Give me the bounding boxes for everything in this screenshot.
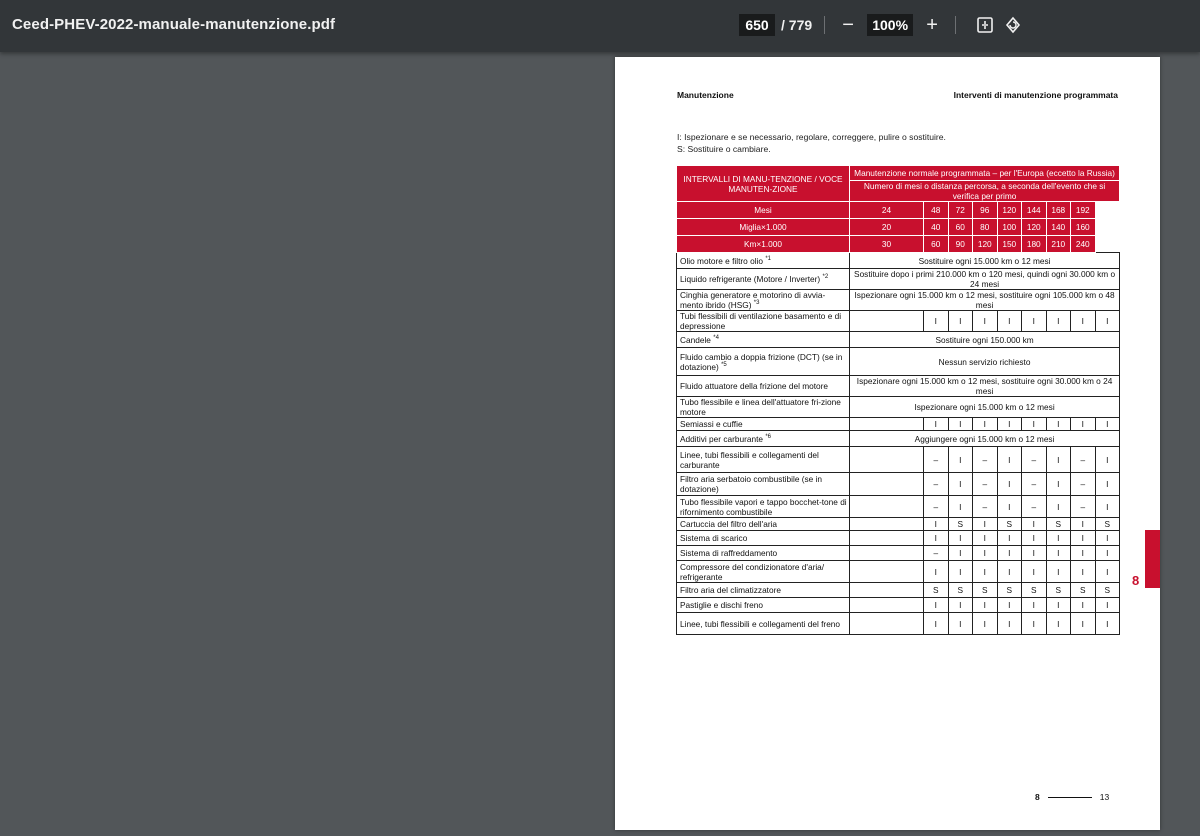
schedule-cell: I bbox=[1095, 311, 1120, 332]
schedule-cell: – bbox=[1071, 473, 1096, 496]
schedule-cell: I bbox=[1095, 473, 1120, 496]
item-label: Tubi flessibili di ventilazione basamento e di depressione bbox=[680, 311, 842, 331]
schedule-cell: S bbox=[924, 583, 949, 598]
schedule-cell: I bbox=[1046, 447, 1071, 473]
schedule-cell: S bbox=[1095, 518, 1120, 531]
schedule-cell: I bbox=[1071, 598, 1096, 613]
interval-label: Km×1.000 bbox=[677, 236, 850, 253]
schedule-cell: S bbox=[1022, 583, 1047, 598]
schedule-cell: I bbox=[1095, 447, 1120, 473]
schedule-cell: I bbox=[924, 518, 949, 531]
schedule-cell: I bbox=[973, 518, 998, 531]
table-row bbox=[677, 418, 1120, 431]
page-controls bbox=[739, 14, 1024, 36]
table-head-sub: Numero di mesi o distanza percorsa, a seconda dell'evento che si verifica per primo bbox=[850, 181, 1120, 202]
schedule-cell: I bbox=[1071, 561, 1096, 583]
interval-value: 144 bbox=[1022, 202, 1047, 219]
page-header-right: Interventi di manutenzione programmata bbox=[953, 90, 1118, 100]
schedule-cell: S bbox=[1071, 583, 1096, 598]
table-row bbox=[677, 598, 1120, 613]
footer-page: 13 bbox=[1099, 792, 1110, 802]
table-row bbox=[677, 496, 1120, 518]
schedule-span-text: Sostituire dopo i primi 210.000 km o 120 mesi, quindi ogni 30.000 km o 24 mesi bbox=[850, 269, 1120, 290]
table-row bbox=[677, 332, 1120, 348]
maintenance-item bbox=[677, 496, 850, 518]
item-footnote: *1 bbox=[765, 255, 771, 262]
schedule-cell: I bbox=[948, 496, 973, 518]
schedule-cell: – bbox=[1022, 447, 1047, 473]
schedule-cell: I bbox=[997, 311, 1022, 332]
footer-rule bbox=[1048, 797, 1092, 798]
chapter-tab-marker bbox=[1145, 530, 1160, 588]
toolbar-divider bbox=[824, 16, 825, 34]
schedule-span-text: Ispezionare ogni 15.000 km o 12 mesi bbox=[850, 397, 1120, 418]
schedule-cell: I bbox=[1022, 546, 1047, 561]
schedule-cell: I bbox=[997, 561, 1022, 583]
maintenance-item bbox=[677, 447, 850, 473]
interval-value: 100 bbox=[997, 219, 1022, 236]
schedule-cell: I bbox=[973, 311, 998, 332]
footer-chapter: 8 bbox=[1035, 792, 1040, 802]
item-label: Linee, tubi flessibili e collegamenti del freno bbox=[680, 618, 841, 629]
interval-value: 192 bbox=[1071, 202, 1096, 219]
schedule-cell: S bbox=[1046, 583, 1071, 598]
interval-value: 140 bbox=[1046, 219, 1071, 236]
schedule-cell: I bbox=[1071, 531, 1096, 546]
schedule-cell: I bbox=[924, 311, 949, 332]
schedule-cell: – bbox=[1071, 496, 1096, 518]
schedule-cell: S bbox=[1046, 518, 1071, 531]
schedule-cell: – bbox=[924, 546, 949, 561]
schedule-cell: I bbox=[924, 613, 949, 635]
page-total: / 779 bbox=[781, 17, 813, 33]
schedule-cell: I bbox=[1022, 311, 1047, 332]
interval-value: 80 bbox=[973, 219, 998, 236]
schedule-cell: I bbox=[1022, 561, 1047, 583]
item-footnote: *2 bbox=[822, 274, 829, 280]
maintenance-item bbox=[677, 583, 850, 598]
schedule-cell: I bbox=[973, 546, 998, 561]
schedule-cell: I bbox=[948, 311, 973, 332]
schedule-cell: I bbox=[948, 598, 973, 613]
schedule-cell: I bbox=[1022, 613, 1047, 635]
document-title: Ceed-PHEV-2022-manuale-manutenzione.pdf bbox=[12, 16, 336, 33]
schedule-cell: S bbox=[997, 518, 1022, 531]
schedule-cell: I bbox=[973, 598, 998, 613]
page-number-input[interactable] bbox=[739, 14, 775, 36]
fit-page-icon[interactable] bbox=[974, 14, 996, 36]
item-label: Compressore del condizionatore d'aria/ refrigerante bbox=[680, 561, 825, 582]
schedule-cell: – bbox=[924, 496, 949, 518]
page-footer bbox=[1035, 792, 1109, 802]
schedule-cell: I bbox=[1071, 311, 1096, 332]
item-label: Filtro aria serbatoio combustibile (se in dotazione) bbox=[680, 474, 823, 494]
item-label: Tubo flessibile e linea dell'attuatore fri-zione motore bbox=[680, 397, 841, 417]
schedule-cell: I bbox=[948, 531, 973, 546]
schedule-cell: I bbox=[1071, 613, 1096, 635]
schedule-cell: S bbox=[1095, 583, 1120, 598]
schedule-cell: I bbox=[997, 447, 1022, 473]
schedule-cell: I bbox=[997, 598, 1022, 613]
interval-value: 168 bbox=[1046, 202, 1071, 219]
table-row bbox=[677, 348, 1120, 376]
schedule-cell: I bbox=[1046, 473, 1071, 496]
table-row bbox=[677, 311, 1120, 332]
schedule-cell: – bbox=[973, 447, 998, 473]
schedule-cell: S bbox=[948, 518, 973, 531]
table-row bbox=[677, 447, 1120, 473]
legend-inspect: I: Ispezionare e se necessario, regolare, correggere, pulire o sostituire. bbox=[677, 132, 946, 142]
maintenance-item bbox=[677, 332, 850, 348]
schedule-cell: I bbox=[1046, 613, 1071, 635]
schedule-cell: I bbox=[973, 418, 998, 431]
schedule-cell: I bbox=[1071, 418, 1096, 431]
schedule-cell: I bbox=[948, 473, 973, 496]
schedule-cell: I bbox=[924, 598, 949, 613]
schedule-cell: – bbox=[1071, 447, 1096, 473]
schedule-blank-cell bbox=[850, 418, 924, 431]
table-row bbox=[677, 531, 1120, 546]
schedule-cell: I bbox=[1071, 546, 1096, 561]
item-label: Sistema di raffreddamento bbox=[680, 548, 778, 558]
zoom-level-input[interactable] bbox=[867, 14, 913, 36]
schedule-cell: I bbox=[948, 613, 973, 635]
schedule-cell: I bbox=[973, 561, 998, 583]
interval-label: Mesi bbox=[677, 202, 850, 219]
schedule-cell: I bbox=[1046, 418, 1071, 431]
schedule-blank-cell bbox=[850, 531, 924, 546]
maintenance-item bbox=[677, 269, 850, 290]
schedule-cell: I bbox=[1046, 561, 1071, 583]
schedule-cell: I bbox=[997, 613, 1022, 635]
schedule-cell: S bbox=[973, 583, 998, 598]
interval-value: 120 bbox=[1022, 219, 1047, 236]
schedule-cell: I bbox=[1022, 598, 1047, 613]
table-row bbox=[677, 253, 1120, 269]
table-row bbox=[677, 473, 1120, 496]
item-label: Sistema di scarico bbox=[680, 533, 748, 543]
pdf-toolbar bbox=[0, 0, 1200, 52]
schedule-cell: I bbox=[1095, 598, 1120, 613]
item-label: Linee, tubi flessibili e collegamenti del carburante bbox=[680, 449, 819, 470]
interval-value: 210 bbox=[1046, 236, 1071, 253]
interval-label: Miglia×1.000 bbox=[677, 219, 850, 236]
chapter-tab-number: 8 bbox=[1132, 573, 1140, 588]
schedule-cell: I bbox=[1046, 531, 1071, 546]
schedule-cell: I bbox=[1095, 613, 1120, 635]
schedule-cell: – bbox=[924, 447, 949, 473]
interval-value: 150 bbox=[997, 236, 1022, 253]
table-row bbox=[677, 546, 1120, 561]
schedule-blank-cell bbox=[850, 496, 924, 518]
table-row bbox=[677, 397, 1120, 418]
item-footnote: *3 bbox=[753, 300, 760, 306]
interval-value: 20 bbox=[850, 219, 924, 236]
schedule-cell: I bbox=[1046, 598, 1071, 613]
interval-value: 120 bbox=[973, 236, 998, 253]
interval-value: 30 bbox=[850, 236, 924, 253]
interval-value: 120 bbox=[997, 202, 1022, 219]
page-header-left: Manutenzione bbox=[677, 90, 734, 100]
maintenance-item bbox=[677, 518, 850, 531]
rotate-icon[interactable] bbox=[1002, 14, 1024, 36]
schedule-cell: I bbox=[997, 473, 1022, 496]
table-head-left: INTERVALLI DI MANU-TENZIONE / VOCE MANUTEN-ZIONE bbox=[677, 166, 850, 202]
schedule-cell: – bbox=[973, 473, 998, 496]
schedule-blank-cell bbox=[850, 613, 924, 635]
maintenance-item bbox=[677, 546, 850, 561]
schedule-span-text: Aggiungere ogni 15.000 km o 12 mesi bbox=[850, 431, 1120, 447]
maintenance-item bbox=[677, 253, 850, 269]
interval-value: 240 bbox=[1071, 236, 1096, 253]
maintenance-item bbox=[677, 348, 850, 376]
toolbar-divider bbox=[955, 16, 956, 34]
schedule-cell: I bbox=[924, 561, 949, 583]
schedule-cell: I bbox=[1095, 496, 1120, 518]
schedule-span-text: Nessun servizio richiesto bbox=[850, 348, 1120, 376]
schedule-cell: I bbox=[924, 418, 949, 431]
schedule-cell: I bbox=[997, 546, 1022, 561]
zoom-out-button[interactable]: − bbox=[842, 13, 854, 36]
schedule-cell: I bbox=[1046, 546, 1071, 561]
schedule-cell: I bbox=[997, 496, 1022, 518]
schedule-cell: I bbox=[1095, 531, 1120, 546]
table-row bbox=[677, 613, 1120, 635]
schedule-blank-cell bbox=[850, 473, 924, 496]
schedule-blank-cell bbox=[850, 311, 924, 332]
interval-value: 24 bbox=[850, 202, 924, 219]
schedule-span-text: Ispezionare ogni 15.000 km o 12 mesi, sostituire ogni 30.000 km o 24 mesi bbox=[850, 376, 1120, 397]
table-head-title: Manutenzione normale programmata – per l'Europa (eccetto la Russia) bbox=[850, 166, 1120, 181]
schedule-span-text: Sostituire ogni 15.000 km o 12 mesi bbox=[850, 253, 1120, 269]
item-label: Fluido attuatore della frizione del motore bbox=[680, 381, 829, 391]
interval-value: 96 bbox=[973, 202, 998, 219]
schedule-cell: I bbox=[948, 447, 973, 473]
schedule-cell: I bbox=[1046, 496, 1071, 518]
legend-replace: S: Sostituire o cambiare. bbox=[677, 144, 771, 154]
schedule-cell: – bbox=[973, 496, 998, 518]
schedule-cell: I bbox=[1095, 418, 1120, 431]
maintenance-item bbox=[677, 531, 850, 546]
item-label: Fluido cambio a doppia frizione (DCT) (se in dotazione) bbox=[680, 351, 843, 372]
table-row bbox=[677, 518, 1120, 531]
schedule-blank-cell bbox=[850, 546, 924, 561]
schedule-cell: I bbox=[948, 418, 973, 431]
item-footnote: *6 bbox=[765, 433, 771, 440]
interval-value: 180 bbox=[1022, 236, 1047, 253]
maintenance-item bbox=[677, 311, 850, 332]
interval-value: 48 bbox=[924, 202, 949, 219]
schedule-span-text: Ispezionare ogni 15.000 km o 12 mesi, sostituire ogni 105.000 km o 48 mesi bbox=[850, 290, 1120, 311]
item-label: Additivi per carburante bbox=[680, 433, 764, 444]
item-footnote: *5 bbox=[721, 361, 727, 368]
table-row bbox=[677, 376, 1120, 397]
maintenance-item bbox=[677, 613, 850, 635]
interval-value: 40 bbox=[924, 219, 949, 236]
maintenance-item bbox=[677, 473, 850, 496]
schedule-cell: I bbox=[948, 561, 973, 583]
maintenance-item bbox=[677, 598, 850, 613]
schedule-cell: I bbox=[997, 531, 1022, 546]
schedule-cell: I bbox=[973, 613, 998, 635]
table-row bbox=[677, 561, 1120, 583]
schedule-blank-cell bbox=[850, 598, 924, 613]
schedule-blank-cell bbox=[850, 447, 924, 473]
table-row bbox=[677, 290, 1120, 311]
schedule-cell: – bbox=[924, 473, 949, 496]
item-label: Pastiglie e dischi freno bbox=[680, 600, 764, 610]
item-label: Olio motore e filtro olio bbox=[680, 255, 764, 266]
item-label: Filtro aria del climatizzatore bbox=[680, 585, 781, 595]
schedule-cell: S bbox=[997, 583, 1022, 598]
interval-value: 160 bbox=[1071, 219, 1096, 236]
maintenance-item bbox=[677, 376, 850, 397]
schedule-cell: I bbox=[1022, 531, 1047, 546]
schedule-cell: S bbox=[948, 583, 973, 598]
item-label: Cinghia generatore e motorino di avvia-mento ibrido (HSG) bbox=[680, 290, 826, 310]
schedule-span-text: Sostituire ogni 150.000 km bbox=[850, 332, 1120, 348]
maintenance-item bbox=[677, 290, 850, 311]
table-row bbox=[677, 583, 1120, 598]
interval-value: 90 bbox=[948, 236, 973, 253]
maintenance-item bbox=[677, 418, 850, 431]
table-row bbox=[677, 269, 1120, 290]
schedule-cell: I bbox=[1022, 418, 1047, 431]
item-footnote: *4 bbox=[713, 334, 719, 341]
item-label: Cartuccia del filtro dell'aria bbox=[680, 519, 778, 529]
schedule-cell: I bbox=[997, 418, 1022, 431]
maintenance-item bbox=[677, 561, 850, 583]
schedule-cell: I bbox=[1046, 311, 1071, 332]
schedule-cell: I bbox=[924, 531, 949, 546]
item-label: Liquido refrigerante (Motore / Inverter) bbox=[680, 274, 821, 284]
maintenance-schedule-table bbox=[676, 165, 1120, 635]
schedule-blank-cell bbox=[850, 583, 924, 598]
maintenance-item bbox=[677, 431, 850, 447]
schedule-cell: I bbox=[1095, 561, 1120, 583]
item-label: Semiassi e cuffie bbox=[680, 419, 743, 429]
item-label: Candele bbox=[680, 334, 711, 345]
schedule-cell: I bbox=[1022, 518, 1047, 531]
interval-value: 72 bbox=[948, 202, 973, 219]
maintenance-item bbox=[677, 397, 850, 418]
schedule-cell: – bbox=[1022, 496, 1047, 518]
table-row bbox=[677, 431, 1120, 447]
schedule-cell: – bbox=[1022, 473, 1047, 496]
zoom-in-button[interactable]: + bbox=[926, 13, 938, 36]
pdf-page bbox=[615, 57, 1160, 830]
schedule-blank-cell bbox=[850, 518, 924, 531]
schedule-cell: I bbox=[948, 546, 973, 561]
interval-value: 60 bbox=[924, 236, 949, 253]
schedule-cell: I bbox=[1095, 546, 1120, 561]
interval-value: 60 bbox=[948, 219, 973, 236]
schedule-cell: I bbox=[973, 531, 998, 546]
item-label: Tubo flessibile vapori e tappo bocchet-tone di rifornimento combustibile bbox=[680, 496, 847, 517]
schedule-blank-cell bbox=[850, 561, 924, 583]
legend bbox=[677, 131, 946, 155]
schedule-cell: I bbox=[1071, 518, 1096, 531]
